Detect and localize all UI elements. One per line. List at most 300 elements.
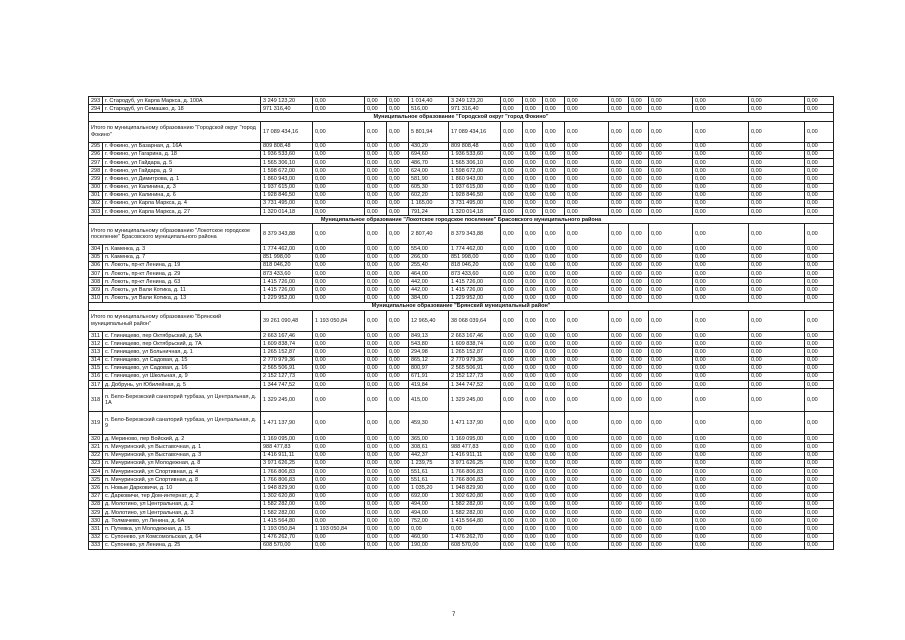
table-cell: 0,00 <box>501 286 523 294</box>
table-cell: 3 971 626,25 <box>449 459 501 467</box>
table-cell: 0,00 <box>543 451 565 459</box>
table-cell: 442,00 <box>409 286 449 294</box>
table-cell: 0,00 <box>523 150 543 158</box>
table-cell: 0,00 <box>565 381 609 389</box>
table-cell: 0,00 <box>365 541 387 549</box>
table-cell: 0,00 <box>749 142 805 150</box>
table-cell: 0,00 <box>649 356 693 364</box>
table-cell: 0,00 <box>629 270 649 278</box>
table-cell: 0,00 <box>609 356 629 364</box>
table-cell: 0,00 <box>565 508 609 516</box>
table-cell: 0,00 <box>523 270 543 278</box>
table-cell: 1 860 943,00 <box>449 175 501 183</box>
table-cell: 0,00 <box>565 435 609 443</box>
table-cell: 0,00 <box>649 310 693 331</box>
table-cell: 0,00 <box>749 381 805 389</box>
table-row <box>89 278 834 286</box>
table-cell: 0,00 <box>387 372 409 380</box>
table-cell: 1 582 282,00 <box>449 500 501 508</box>
section-header-row <box>89 302 834 310</box>
table-cell: 0,00 <box>629 340 649 348</box>
row-number: 314 <box>89 356 103 364</box>
table-cell: 0,00 <box>805 435 834 443</box>
table-cell: 0,00 <box>629 224 649 245</box>
table-cell: 0,00 <box>649 245 693 253</box>
table-cell: 0,00 <box>629 533 649 541</box>
table-cell: 0,00 <box>387 142 409 150</box>
table-cell: 0,00 <box>649 517 693 525</box>
table-row <box>89 525 834 533</box>
table-row <box>89 500 834 508</box>
table-cell: 0,00 <box>749 443 805 451</box>
table-cell: 0,00 <box>629 348 649 356</box>
table-cell: 0,00 <box>565 492 609 500</box>
table-cell: 0,00 <box>565 451 609 459</box>
table-cell: 0,00 <box>501 443 523 451</box>
table-cell: 1 774 462,00 <box>449 245 501 253</box>
table-cell: 486,70 <box>409 158 449 166</box>
table-cell: 605,30 <box>409 183 449 191</box>
table-cell: 0,00 <box>649 435 693 443</box>
table-cell: 0,00 <box>523 468 543 476</box>
table-cell: 0,00 <box>313 270 365 278</box>
table-cell: 0,00 <box>693 364 749 372</box>
table-cell: 0,00 <box>501 142 523 150</box>
table-cell: 0,00 <box>387 435 409 443</box>
table-cell: 0,00 <box>693 97 749 105</box>
table-cell: 0,00 <box>649 158 693 166</box>
table-cell: 0,00 <box>523 340 543 348</box>
table-cell: 0,00 <box>365 191 387 199</box>
table-cell: 0,00 <box>365 167 387 175</box>
table-row <box>89 199 834 207</box>
table-cell: 0,00 <box>805 158 834 166</box>
table-cell: 0,00 <box>609 517 629 525</box>
table-cell: 0,00 <box>749 310 805 331</box>
table-cell: 0,00 <box>805 286 834 294</box>
table-row <box>89 208 834 216</box>
table-cell: 0,00 <box>749 541 805 549</box>
table-cell: 0,00 <box>365 340 387 348</box>
table-cell: 0,00 <box>365 270 387 278</box>
table-cell: 0,00 <box>629 142 649 150</box>
table-cell: 0,00 <box>543 183 565 191</box>
table-cell: 0,00 <box>629 278 649 286</box>
table-cell: 0,00 <box>629 476 649 484</box>
table-cell: 0,00 <box>523 451 543 459</box>
total-label: Итого по муниципальному образованию "Городской округ "город Фокино" <box>89 121 261 142</box>
address-cell: г. Фокино, ул Гайдара, д. 9 <box>103 167 261 175</box>
table-cell: 0,00 <box>501 451 523 459</box>
table-cell: 0,00 <box>693 500 749 508</box>
row-number: 326 <box>89 484 103 492</box>
table-cell: 0,00 <box>805 142 834 150</box>
table-cell: 459,30 <box>409 412 449 435</box>
table-cell: 0,00 <box>649 278 693 286</box>
table-cell: 0,00 <box>649 533 693 541</box>
address-cell: п. Бело-Березкский санаторий турбаза, ул Центральная, д. 1А <box>103 389 261 412</box>
table-cell: 0,00 <box>387 310 409 331</box>
table-cell: 0,00 <box>365 451 387 459</box>
address-cell: д. Добрунь, ул Юбилейная, д. 5 <box>103 381 261 389</box>
table-cell: 0,00 <box>387 286 409 294</box>
table-cell: 0,00 <box>387 451 409 459</box>
table-cell: 0,00 <box>629 443 649 451</box>
table-cell: 0,00 <box>693 294 749 302</box>
table-cell: 1 344 747,52 <box>449 381 501 389</box>
table-cell: 0,00 <box>565 468 609 476</box>
table-cell: 0,00 <box>523 97 543 105</box>
table-cell: 0,00 <box>629 459 649 467</box>
table-cell: 0,00 <box>501 294 523 302</box>
table-cell: 0,00 <box>805 245 834 253</box>
table-cell: 2 663 167,46 <box>261 331 313 339</box>
table-row <box>89 412 834 435</box>
table-cell: 0,00 <box>629 372 649 380</box>
table-cell: 0,00 <box>649 167 693 175</box>
table-cell: 0,00 <box>543 517 565 525</box>
table-cell: 0,00 <box>749 412 805 435</box>
table-cell: 38 068 039,64 <box>449 310 501 331</box>
table-cell: 554,00 <box>409 245 449 253</box>
table-row <box>89 541 834 549</box>
table-cell: 0,00 <box>365 459 387 467</box>
table-cell: 0,00 <box>365 199 387 207</box>
row-number: 294 <box>89 105 103 113</box>
table-cell: 494,00 <box>409 500 449 508</box>
table-cell: 0,00 <box>609 500 629 508</box>
table-cell: 0,00 <box>805 356 834 364</box>
table-cell: 1 239,75 <box>409 459 449 467</box>
table-cell: 0,00 <box>543 142 565 150</box>
address-cell: с. Глинищево, ул Садовая, д. 16 <box>103 364 261 372</box>
table-cell: 0,00 <box>313 208 365 216</box>
table-cell: 0,00 <box>387 356 409 364</box>
table-cell: 0,00 <box>693 191 749 199</box>
table-cell: 0,00 <box>693 356 749 364</box>
table-cell: 294,98 <box>409 348 449 356</box>
table-cell: 0,00 <box>609 525 629 533</box>
table-cell: 0,00 <box>501 331 523 339</box>
table-cell: 0,00 <box>749 294 805 302</box>
table-cell: 0,00 <box>649 525 693 533</box>
table-cell: 1 937 615,00 <box>449 183 501 191</box>
row-number: 297 <box>89 158 103 166</box>
table-cell: 0,00 <box>749 331 805 339</box>
table-cell: 0,00 <box>313 105 365 113</box>
table-cell: 0,00 <box>543 150 565 158</box>
table-cell: 0,00 <box>805 310 834 331</box>
table-row <box>89 183 834 191</box>
table-cell: 1 582 282,00 <box>449 508 501 516</box>
table-cell: 0,00 <box>523 525 543 533</box>
table-cell: 0,00 <box>805 525 834 533</box>
table-cell: 0,00 <box>313 245 365 253</box>
table-cell: 0,00 <box>543 468 565 476</box>
address-cell: п. Каменка, д. 3 <box>103 245 261 253</box>
table-cell: 0,00 <box>609 105 629 113</box>
table-cell: 0,00 <box>609 389 629 412</box>
table-cell: 1 476 262,70 <box>449 533 501 541</box>
table-cell: 0,00 <box>543 443 565 451</box>
table-cell: 0,00 <box>749 389 805 412</box>
table-body <box>89 97 834 550</box>
table-cell: 0,00 <box>365 286 387 294</box>
table-cell: 0,00 <box>543 224 565 245</box>
table-cell: 1 471 137,90 <box>449 412 501 435</box>
table-cell: 0,00 <box>805 443 834 451</box>
table-cell: 581,90 <box>409 175 449 183</box>
row-number: 331 <box>89 525 103 533</box>
table-cell: 1 193 050,84 <box>313 525 365 533</box>
table-cell: 624,00 <box>409 167 449 175</box>
row-number: 332 <box>89 533 103 541</box>
table-cell: 0,00 <box>365 389 387 412</box>
row-number: 323 <box>89 459 103 467</box>
table-cell: 1 302 620,80 <box>449 492 501 500</box>
table-cell: 0,00 <box>629 199 649 207</box>
row-number: 299 <box>89 175 103 183</box>
table-cell: 0,00 <box>629 525 649 533</box>
table-cell: 0,00 <box>523 331 543 339</box>
row-number: 318 <box>89 389 103 412</box>
table-cell: 1 948 829,90 <box>261 484 313 492</box>
address-cell: с. Глинищево, ул Школьная, д. 9 <box>103 372 261 380</box>
table-cell: 0,00 <box>523 142 543 150</box>
table-cell: 0,00 <box>749 492 805 500</box>
table-cell: 0,00 <box>749 459 805 467</box>
table-cell: 0,00 <box>649 191 693 199</box>
table-cell: 0,00 <box>649 389 693 412</box>
table-cell: 0,00 <box>387 492 409 500</box>
table-cell: 0,00 <box>805 175 834 183</box>
table-cell: 1 415 564,80 <box>449 517 501 525</box>
table-cell: 0,00 <box>749 175 805 183</box>
table-cell: 0,00 <box>387 158 409 166</box>
table-cell: 0,00 <box>693 286 749 294</box>
row-number: 302 <box>89 199 103 207</box>
table-cell: 0,00 <box>805 150 834 158</box>
table-cell: 0,00 <box>365 508 387 516</box>
table-cell: 0,00 <box>365 372 387 380</box>
table-cell: 0,00 <box>749 476 805 484</box>
table-cell: 0,00 <box>387 484 409 492</box>
address-cell: г. Фокино, ул Карла Маркса, д. 4 <box>103 199 261 207</box>
row-number: 319 <box>89 412 103 435</box>
table-row <box>89 492 834 500</box>
table-cell: 1 582 282,00 <box>261 508 313 516</box>
table-cell: 0,00 <box>629 381 649 389</box>
table-cell: 0,00 <box>609 348 629 356</box>
table-cell: 0,00 <box>749 97 805 105</box>
table-cell: 0,00 <box>749 261 805 269</box>
table-cell: 0,00 <box>313 468 365 476</box>
table-cell: 0,00 <box>409 525 449 533</box>
table-cell: 0,00 <box>365 261 387 269</box>
table-cell: 0,00 <box>629 183 649 191</box>
table-cell: 0,00 <box>365 142 387 150</box>
table-cell: 988 477,83 <box>449 443 501 451</box>
table-cell: 694,60 <box>409 150 449 158</box>
table-cell: 0,00 <box>609 150 629 158</box>
table-cell: 0,00 <box>805 517 834 525</box>
table-cell: 0,00 <box>805 484 834 492</box>
table-cell: 0,00 <box>629 167 649 175</box>
table-row <box>89 468 834 476</box>
table-cell: 0,00 <box>749 348 805 356</box>
table-cell: 0,00 <box>313 278 365 286</box>
table-cell: 0,00 <box>313 121 365 142</box>
address-cell: г. Фокино, ул Гагарина, д. 18 <box>103 150 261 158</box>
address-cell: с. Глинищево, пер Октябрьский, д. 5А <box>103 331 261 339</box>
row-number: 329 <box>89 508 103 516</box>
table-cell: 0,00 <box>501 541 523 549</box>
table-cell: 671,91 <box>409 372 449 380</box>
table-cell: 0,00 <box>543 167 565 175</box>
table-cell: 0,00 <box>565 105 609 113</box>
table-cell: 0,00 <box>609 294 629 302</box>
table-cell: 0,00 <box>523 435 543 443</box>
table-cell: 608 570,00 <box>449 541 501 549</box>
row-number: 320 <box>89 435 103 443</box>
table-cell: 0,00 <box>749 199 805 207</box>
table-cell: 873 433,60 <box>261 270 313 278</box>
table-row <box>89 158 834 166</box>
table-cell: 0,00 <box>365 245 387 253</box>
table-cell: 2 770 979,36 <box>449 356 501 364</box>
table-cell: 0,00 <box>365 348 387 356</box>
table-cell: 0,00 <box>387 245 409 253</box>
table-cell: 0,00 <box>313 435 365 443</box>
table-cell: 3 971 626,25 <box>261 459 313 467</box>
table-cell: 1 344 747,52 <box>261 381 313 389</box>
table-cell: 0,00 <box>805 541 834 549</box>
table-cell: 0,00 <box>649 199 693 207</box>
table-cell: 0,00 <box>649 97 693 105</box>
table-cell: 0,00 <box>523 381 543 389</box>
table-cell: 0,00 <box>609 310 629 331</box>
table-cell: 1 169 095,00 <box>449 435 501 443</box>
row-number: 312 <box>89 340 103 348</box>
table-cell: 0,00 <box>387 389 409 412</box>
table-cell: 0,00 <box>565 348 609 356</box>
table-cell: 0,00 <box>805 224 834 245</box>
table-cell: 971 316,40 <box>261 105 313 113</box>
table-cell: 692,00 <box>409 492 449 500</box>
table-row <box>89 261 834 269</box>
table-cell: 0,00 <box>805 331 834 339</box>
table-cell: 1 609 838,74 <box>449 340 501 348</box>
table-row <box>89 245 834 253</box>
row-number: 333 <box>89 541 103 549</box>
table-cell: 0,00 <box>313 340 365 348</box>
table-cell: 0,00 <box>313 451 365 459</box>
table-cell: 494,00 <box>409 508 449 516</box>
table-cell: 0,00 <box>543 484 565 492</box>
table-cell: 1 565 306,10 <box>449 158 501 166</box>
table-cell: 0,00 <box>693 389 749 412</box>
table-cell: 2 770 979,36 <box>261 356 313 364</box>
table-row <box>89 517 834 525</box>
table-cell: 0,00 <box>387 97 409 105</box>
table-cell: 0,00 <box>501 364 523 372</box>
table-cell: 0,00 <box>693 331 749 339</box>
row-number: 313 <box>89 348 103 356</box>
table-cell: 1 766 806,83 <box>261 476 313 484</box>
row-number: 298 <box>89 167 103 175</box>
table-cell: 0,00 <box>387 208 409 216</box>
table-cell: 308,61 <box>409 443 449 451</box>
row-number: 324 <box>89 468 103 476</box>
table-cell: 0,00 <box>387 121 409 142</box>
table-cell: 0,00 <box>543 278 565 286</box>
table-cell: 0,00 <box>749 356 805 364</box>
table-cell: 0,00 <box>649 331 693 339</box>
table-cell: 0,00 <box>805 468 834 476</box>
table-cell: 1 265 152,87 <box>261 348 313 356</box>
table-cell: 1 229 952,00 <box>261 294 313 302</box>
table-cell: 0,00 <box>365 121 387 142</box>
row-number: 309 <box>89 286 103 294</box>
table-cell: 0,00 <box>649 500 693 508</box>
table-cell: 0,00 <box>805 340 834 348</box>
table-cell: 0,00 <box>649 286 693 294</box>
table-cell: 0,00 <box>543 253 565 261</box>
table-cell: 0,00 <box>749 364 805 372</box>
table-row <box>89 253 834 261</box>
table-cell: 0,00 <box>693 261 749 269</box>
table-cell: 0,00 <box>649 150 693 158</box>
section-header-row <box>89 113 834 121</box>
table-cell: 0,00 <box>501 310 523 331</box>
table-cell: 0,00 <box>629 412 649 435</box>
table-cell: 0,00 <box>313 224 365 245</box>
table-cell: 0,00 <box>543 435 565 443</box>
table-cell: 0,00 <box>805 121 834 142</box>
table-cell: 0,00 <box>565 270 609 278</box>
table-cell: 0,00 <box>365 500 387 508</box>
table-cell: 0,00 <box>749 208 805 216</box>
table-cell: 0,00 <box>609 541 629 549</box>
table-cell: 0,00 <box>387 270 409 278</box>
table-cell: 0,00 <box>649 261 693 269</box>
table-cell: 0,00 <box>387 348 409 356</box>
table-cell: 0,00 <box>693 175 749 183</box>
table-cell: 0,00 <box>609 142 629 150</box>
table-cell: 0,00 <box>501 224 523 245</box>
table-cell: 2 663 167,46 <box>449 331 501 339</box>
table-cell: 0,00 <box>501 508 523 516</box>
table-cell: 0,00 <box>629 389 649 412</box>
table-cell: 0,00 <box>387 294 409 302</box>
table-cell: 0,00 <box>629 286 649 294</box>
table-cell: 0,00 <box>609 412 629 435</box>
table-cell: 0,00 <box>313 261 365 269</box>
row-number: 305 <box>89 253 103 261</box>
table-cell: 0,00 <box>501 389 523 412</box>
table-cell: 0,00 <box>313 541 365 549</box>
table-cell: 0,00 <box>387 517 409 525</box>
table-cell: 1 415 726,00 <box>261 278 313 286</box>
table-cell: 0,00 <box>365 517 387 525</box>
table-cell: 800,97 <box>409 364 449 372</box>
table-cell: 0,00 <box>649 484 693 492</box>
table-cell: 0,00 <box>365 484 387 492</box>
table-cell: 0,00 <box>693 278 749 286</box>
table-cell: 0,00 <box>629 294 649 302</box>
table-cell: 0,00 <box>387 105 409 113</box>
table-cell: 0,00 <box>365 105 387 113</box>
